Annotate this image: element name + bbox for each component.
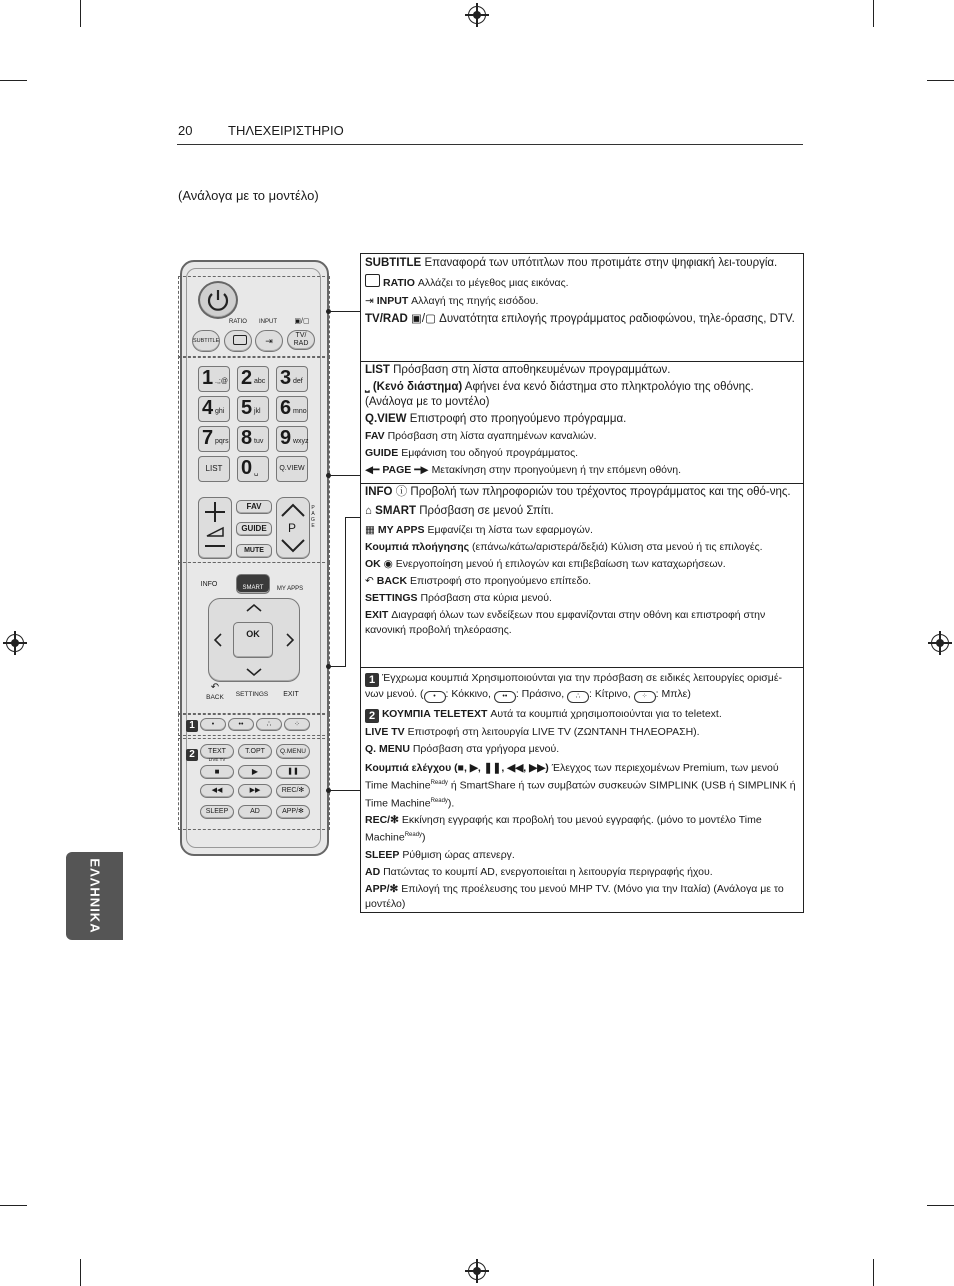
key: RATIO xyxy=(383,277,415,289)
letters: pqrs xyxy=(215,438,229,445)
exit-label: EXIT xyxy=(283,691,299,698)
tv-radio-icon: ▣/▢ xyxy=(411,313,436,325)
back-label: BACK xyxy=(206,694,224,701)
smart-button[interactable]: SMART xyxy=(236,574,270,594)
letters: abc xyxy=(254,378,266,385)
header-rule xyxy=(177,144,803,145)
sleep-desc xyxy=(365,848,799,863)
desc: Εμφανίζει τη λίστα των εφαρμογών. xyxy=(427,524,593,536)
num-2[interactable] xyxy=(237,366,269,392)
exit-desc xyxy=(365,608,799,638)
desc: : Μπλε) xyxy=(655,688,691,700)
num-6[interactable] xyxy=(276,396,308,422)
space-icon: ⎵ xyxy=(365,381,370,393)
section-cell xyxy=(365,485,799,640)
desc: : Κίτρινο, xyxy=(589,688,631,700)
section-color-teletext xyxy=(361,667,803,912)
tvrad-button[interactable]: TV/ RAD xyxy=(287,330,315,350)
desc: Επαναφορά των υπότιτλων που προτιμάτε στην ψηφιακή λει-τουργία. xyxy=(424,257,778,269)
yellow-button[interactable]: ∴ xyxy=(256,718,282,731)
registration-mark xyxy=(468,1262,486,1280)
desc: Έλεγχος των περιεχομένων Premium, των μενού Time Machine xyxy=(365,762,779,792)
key: SMART xyxy=(375,505,417,517)
num-0[interactable] xyxy=(237,456,269,482)
red-button[interactable]: • xyxy=(200,718,226,731)
registration-mark xyxy=(468,6,486,24)
key: EXIT xyxy=(365,609,389,621)
desc: Έγχρωμα κουμπιά Χρησιμοποιούνται για την πρόσβαση σε ειδικές λειτουργίες ορισμέ-νων μενού. xyxy=(365,672,783,700)
livetv-desc xyxy=(365,725,799,740)
volume-icon xyxy=(199,498,231,558)
section-top-buttons xyxy=(361,254,803,362)
digit: 5 xyxy=(241,397,253,419)
info-button[interactable] xyxy=(198,573,230,591)
key: TV/RAD xyxy=(365,313,408,325)
info-label: INFO xyxy=(200,581,218,588)
input-desc xyxy=(365,294,799,309)
desc: Πατώντας το κουμπί AD, ενεργοποιείται η λειτουργία περιγραφής ήχου. xyxy=(383,865,713,878)
key: SETTINGS xyxy=(365,592,418,604)
page-number: 20 xyxy=(178,123,193,138)
subtitle-button[interactable]: SUBTITLE xyxy=(192,330,220,352)
desc: Επιστροφή στο προηγούμενο επίπεδο. xyxy=(410,575,592,587)
num-8[interactable] xyxy=(237,426,269,452)
play-button[interactable]: ▶ xyxy=(238,765,272,779)
desc: Ρύθμιση ώρας απενεργ. xyxy=(402,848,515,861)
num-7[interactable] xyxy=(198,426,230,452)
settings-label: SETTINGS xyxy=(235,691,269,698)
fav-button[interactable]: FAV xyxy=(236,500,272,514)
key: LIVE TV xyxy=(365,726,405,738)
desc: Ενεργοποίηση μενού ή επιλογών και επιβεβαίωση των καταχωρήσεων. xyxy=(395,558,726,570)
ready-sup: Ready xyxy=(430,780,448,786)
stop-button[interactable]: ■ xyxy=(200,765,234,779)
desc: Πρόσβαση σε μενού Σπίτι. xyxy=(419,505,554,517)
connector-line xyxy=(328,790,360,791)
ratio-label: RATIO xyxy=(229,319,247,325)
model-note: (Ανάλογα με το μοντέλο) xyxy=(178,188,319,203)
app-desc xyxy=(365,882,799,912)
green-button[interactable]: •• xyxy=(228,718,254,731)
language-tab xyxy=(66,852,123,940)
control-symbols: (■, ▶, ❚❚, ◀◀, ▶▶) xyxy=(454,762,549,774)
ok-icon: ◉ xyxy=(383,558,393,570)
section-nav-buttons xyxy=(361,483,803,668)
home-icon: ⌂ xyxy=(365,505,372,517)
connector-dot xyxy=(326,788,331,793)
desc: Αυτά τα κουμπιά χρησιμοποιούνται για το teletext. xyxy=(490,708,722,720)
num-5[interactable] xyxy=(237,396,269,422)
p-label: P xyxy=(287,521,296,535)
key: APP/✻ xyxy=(365,882,399,895)
desc: (επάνω/κάτω/αριστερά/δεξιά) Κύλιση στα μενού ή τις επιλογές. xyxy=(472,541,763,553)
myapps-desc xyxy=(365,523,799,538)
connector-dot xyxy=(326,309,331,314)
crop-mark xyxy=(873,1259,874,1286)
num-1[interactable] xyxy=(198,366,230,392)
section-cell xyxy=(365,256,799,329)
yellow-key-icon: ∴ xyxy=(567,691,589,703)
qview-desc xyxy=(365,412,799,427)
input-icon: ⇥ xyxy=(365,295,374,307)
desc: : Πράσινο, xyxy=(515,688,565,700)
topt-button[interactable]: T.OPT xyxy=(238,744,272,759)
myapps-label: MY APPS xyxy=(276,586,304,592)
key: PAGE xyxy=(382,464,412,476)
green-key-icon: •• xyxy=(494,691,516,703)
pause-button[interactable]: ❚❚ xyxy=(276,765,310,779)
digit: 6 xyxy=(280,397,292,419)
key: SLEEP xyxy=(365,848,400,861)
desc: Πρόσβαση στη λίστα αγαπημένων καναλιών. xyxy=(387,430,597,442)
ready-sup: Ready xyxy=(404,832,423,838)
back-icon: ↶ xyxy=(365,575,374,587)
registration-mark xyxy=(931,634,949,652)
digit: 1 xyxy=(202,367,214,389)
crop-mark xyxy=(873,0,874,27)
key: FAV xyxy=(365,430,385,442)
blue-key-icon: ⁘ xyxy=(634,691,656,703)
digit: 7 xyxy=(202,427,214,449)
callout-2: 2 xyxy=(365,709,379,723)
key: Κουμπιά ελέγχου xyxy=(365,762,452,774)
digit: 4 xyxy=(202,397,214,419)
desc: Πρόσβαση στα κύρια μενού. xyxy=(420,592,552,604)
qmenu-button[interactable]: Q.MENU xyxy=(276,744,310,759)
guide-desc xyxy=(365,446,799,461)
desc: Πρόσβαση στα γρήγορα μενού. xyxy=(412,743,560,755)
callout-1: 1 xyxy=(186,720,198,732)
smart-desc xyxy=(365,504,799,519)
connector-dot xyxy=(326,473,331,478)
key: ΚΟΥΜΠΙΑ TELETEXT xyxy=(382,708,488,720)
desc: Αλλάζει το μέγεθος μιας εικόνας. xyxy=(417,277,569,289)
ad-desc xyxy=(365,865,799,880)
input-icon: ⇥ xyxy=(265,336,273,346)
nav-desc xyxy=(365,540,799,555)
ok-button[interactable]: OK xyxy=(233,622,273,658)
section-cell xyxy=(365,671,799,914)
letters: jkl xyxy=(254,408,261,415)
blue-button[interactable]: ⁘ xyxy=(284,718,310,731)
ready-sup: Ready xyxy=(430,797,448,804)
back-button[interactable]: ↶ xyxy=(210,682,220,693)
desc: : Κόκκινο, xyxy=(445,688,491,700)
apps-grid-icon: ▦ xyxy=(365,524,375,536)
tvrad-icon-label: ▣/▢ xyxy=(294,318,310,325)
desc: Αφήνει ένα κενό διάστημα στο πληκτρολόγιο της οθόνης. (Ανάλογα με το μοντέλο) xyxy=(365,381,754,408)
section-cell xyxy=(365,363,799,480)
key: AD xyxy=(365,865,381,878)
digit: 3 xyxy=(280,367,292,389)
myapps-button[interactable] xyxy=(274,573,306,593)
key: Q.VIEW xyxy=(365,413,407,425)
connector-line xyxy=(328,311,360,312)
digit: 9 xyxy=(280,427,292,449)
text-button[interactable]: TEXT xyxy=(200,744,234,759)
desc: ή SmartShare ή των συμβατών συσκευών SIMPLINK (USB ή SIMPLINK ή Time Machine xyxy=(365,779,796,809)
subtitle-desc xyxy=(365,256,799,271)
qview-button[interactable]: Q.VIEW xyxy=(276,456,308,482)
key: OK xyxy=(365,558,381,570)
digit: 0 xyxy=(241,457,253,479)
info-desc xyxy=(365,485,799,500)
digit: 8 xyxy=(241,427,253,449)
ratio-button[interactable] xyxy=(224,330,252,352)
key: GUIDE xyxy=(365,447,399,459)
language-tab-label: ΕΛΛΗΝΙΚΑ xyxy=(87,858,102,934)
back-desc xyxy=(365,574,799,589)
desc: Διαγραφή όλων των ενδείξεων που εμφανίζονται στην οθόνη και επιστροφή στην κανονική προβολή τηλεόρασης. xyxy=(365,609,766,636)
key: Κουμπιά πλοήγησης xyxy=(365,541,470,553)
desc: Επιστροφή στο προηγούμενο πρόγραμμα. xyxy=(409,413,627,425)
desc: Δυνατότητα επιλογής προγράμματος ραδιοφώνου, τηλε-όρασης, DTV. xyxy=(439,313,795,325)
control-desc: Κουμπιά ελέγχου (■, ▶, ❚❚, ◀◀, ▶▶) Έλεγχος των περιεχομένων Premium, των μενού Time Machine$^{Ready}$ ή SmartShare ή των συμβατών συσκευών SIMPLINK (USB ή SIMPLINK ή Time Machine$^{Ready}$). xyxy=(365,762,796,809)
desc: Επιλογή της προέλευσης του μενού MHP TV. (Μόνο για την Ιταλία) (Ανάλογα με το μοντέλο) xyxy=(365,882,784,910)
desc: Εκκίνηση εγγραφής και προβολή του μενού εγγραφής. (μόνο το μοντέλο Time Machine xyxy=(365,814,762,844)
qmenu-desc xyxy=(365,742,799,757)
key: MY APPS xyxy=(377,524,425,536)
callout-2: 2 xyxy=(186,749,198,761)
rec-desc: REC/✻ Εκκίνηση εγγραφής και προβολή του μενού εγγραφής. (μόνο το μοντέλο Time Machine$^{Ready}$) xyxy=(365,814,762,844)
ratio-icon xyxy=(233,335,247,345)
desc: Πρόσβαση στη λίστα αποθηκευμένων προγραμμάτων. xyxy=(393,364,671,376)
key: LIST xyxy=(365,364,390,376)
guide-button[interactable]: GUIDE xyxy=(236,522,272,536)
desc: Αλλαγή της πηγής εισόδου. xyxy=(411,295,539,307)
mute-button[interactable]: MUTE xyxy=(236,544,272,558)
teletext-desc xyxy=(365,707,799,723)
desc: Επιστροφή στη λειτουργία LIVE TV (ΖΩΝΤΑΝΗ ΤΗΛΕΟΡΑΣΗ). xyxy=(407,726,700,738)
space-icon: ␣ xyxy=(254,469,259,476)
letters: ghi xyxy=(215,408,225,415)
crop-mark xyxy=(0,80,27,81)
section-number-buttons xyxy=(361,361,803,484)
key: SUBTITLE xyxy=(365,257,422,269)
desc: Μετακίνηση στην προηγούμενη ή την επόμενη οθόνη. xyxy=(431,464,682,476)
digit: 2 xyxy=(241,367,253,389)
letters: mno xyxy=(293,408,307,415)
ratio-desc xyxy=(365,274,799,291)
key: INFO xyxy=(365,486,393,498)
crop-mark xyxy=(80,1259,81,1286)
description-table xyxy=(360,253,804,913)
red-key-icon: • xyxy=(424,691,446,703)
connector-line xyxy=(345,517,360,518)
letters: wxyz xyxy=(293,438,309,445)
space-desc xyxy=(365,380,799,410)
section-title: ΤΗΛΕΧΕΙΡΙΣΤΗΡΙΟ xyxy=(228,123,344,138)
key: INPUT xyxy=(376,295,409,307)
crop-mark xyxy=(927,1205,954,1206)
crop-mark xyxy=(80,0,81,27)
list-button[interactable]: LIST xyxy=(198,456,230,482)
list-desc xyxy=(365,363,799,378)
key: REC/✻ xyxy=(365,814,399,826)
connector-dot xyxy=(326,664,331,669)
page-desc xyxy=(365,463,799,478)
input-button[interactable] xyxy=(255,330,283,352)
registration-mark xyxy=(6,634,24,652)
ratio-icon xyxy=(365,274,380,287)
letters: def xyxy=(293,378,303,385)
sleep-button[interactable]: SLEEP xyxy=(200,805,234,819)
ok-desc xyxy=(365,557,799,572)
power-button[interactable] xyxy=(198,281,238,319)
input-label: INPUT xyxy=(259,319,277,325)
crop-mark xyxy=(927,80,954,81)
num-3[interactable] xyxy=(276,366,308,392)
key: BACK xyxy=(376,575,408,587)
page-side-label: PAGE xyxy=(311,505,315,529)
letters: .,;@ xyxy=(215,378,228,385)
key: (Κενό διάστημα) xyxy=(372,381,463,393)
num-9[interactable] xyxy=(276,426,308,452)
info-icon: ⓘ xyxy=(395,486,408,498)
connector-line xyxy=(328,475,360,476)
arrow-left-icon: ◀━ xyxy=(365,464,380,476)
settings-desc xyxy=(365,591,799,606)
volume-rocker[interactable] xyxy=(198,497,232,559)
livetv-label: LIVE TV xyxy=(208,757,226,762)
color-desc: 1 Έγχρωμα κουμπιά Χρησιμοποιούνται για την πρόσβαση σε ειδικές λειτουργίες ορισμέ-νων μενού. ( • : Κόκκινο, •• : Πράσινο, ∴ : Κίτρινο, ⁘ : Μπλε) xyxy=(365,671,799,703)
arrow-right-icon: ━▶ xyxy=(414,464,429,476)
desc: Προβολή των πληροφοριών του τρέχοντος προγράμματος και της οθό-νης. xyxy=(410,486,791,498)
key: Q. MENU xyxy=(365,743,410,755)
connector-line xyxy=(345,517,346,667)
fastforward-button[interactable]: ▶▶ xyxy=(238,784,272,798)
fav-desc xyxy=(365,429,799,444)
rewind-button[interactable]: ◀◀ xyxy=(200,784,234,798)
letters: tuv xyxy=(254,438,264,445)
callout-1: 1 xyxy=(365,673,379,687)
tvrad-desc xyxy=(365,312,799,327)
rec-button[interactable]: REC/✻ xyxy=(276,784,310,798)
num-4[interactable] xyxy=(198,396,230,422)
app-button[interactable]: APP/✻ xyxy=(276,805,310,819)
ad-button[interactable]: AD xyxy=(238,805,272,819)
desc: Εμφάνιση του οδηγού προγράμματος. xyxy=(401,447,579,459)
crop-mark xyxy=(0,1205,27,1206)
power-icon xyxy=(200,283,236,317)
